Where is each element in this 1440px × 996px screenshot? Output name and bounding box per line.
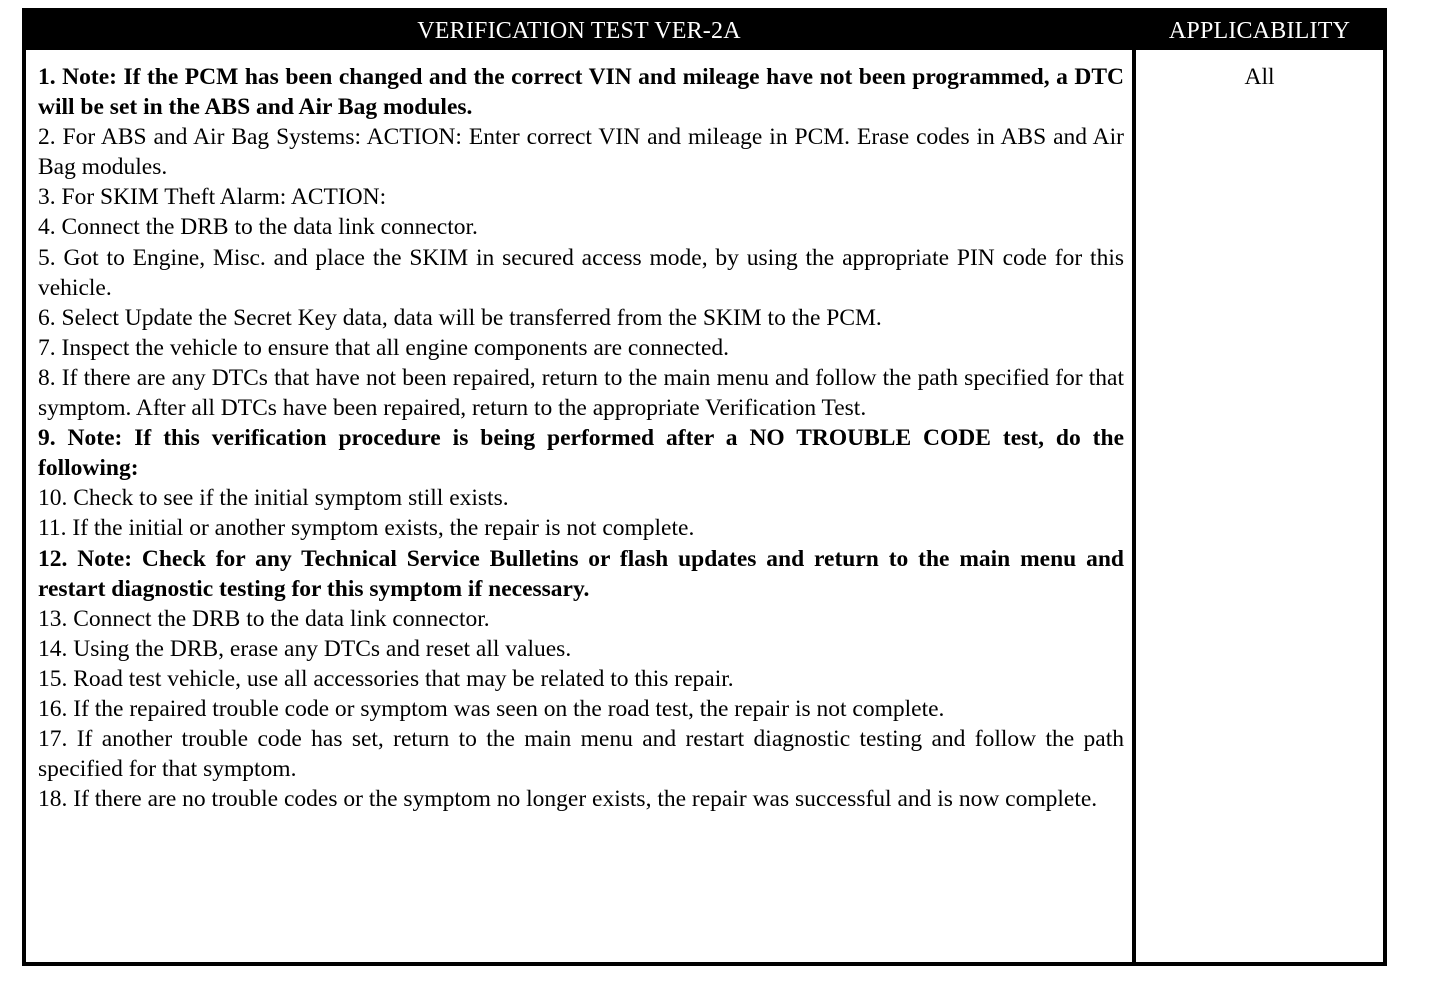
column-divider	[1132, 50, 1136, 962]
verification-test-table	[22, 8, 1387, 966]
procedure-step: 8. If there are any DTCs that have not been repaired, return to the main menu and follow the path specified for that symptom. After all DTCs have been repaired, return to the appropriate Verification Test.	[38, 364, 1124, 422]
procedure-step: 17. If another trouble code has set, return to the main menu and restart diagnostic testing and follow the path specified for that symptom.	[38, 726, 1124, 783]
procedure-step: 16. If the repaired trouble code or symptom was seen on the road test, the repair is not complete.	[38, 695, 945, 722]
note-step: 1. Note: If the PCM has been changed and the correct VIN and mileage have not been programmed, a DTC will be set in the ABS and Air Bag modules.	[38, 64, 1124, 121]
procedure-step: 13. Connect the DRB to the data link connector.	[38, 605, 490, 632]
applicability-header: APPLICABILITY	[1168, 18, 1351, 44]
procedure-step: 15. Road test vehicle, use all accessories that may be related to this repair.	[38, 665, 734, 692]
procedure-step: 5. Got to Engine, Misc. and place the SKIM in secured access mode, by using the appropriate PIN code for this vehicle.	[38, 244, 1124, 301]
procedure-step: 10. Check to see if the initial symptom still exists.	[38, 485, 509, 512]
procedure-step: 11. If the initial or another symptom exists, the repair is not complete.	[38, 515, 695, 542]
applicability-value: All	[1244, 64, 1275, 90]
procedure-step: 4. Connect the DRB to the data link connector.	[38, 214, 478, 241]
note-step: 12. Note: Check for any Technical Service Bulletins or flash updates and return to the main menu and restart diagnostic testing for this symptom if necessary.	[38, 545, 1124, 602]
procedure-step: 3. For SKIM Theft Alarm: ACTION:	[38, 184, 387, 211]
table-title: VERIFICATION TEST VER-2A	[417, 18, 741, 44]
procedure-step: 14. Using the DRB, erase any DTCs and reset all values.	[38, 635, 572, 662]
table-header	[26, 12, 1383, 50]
procedure-step: 18. If there are no trouble codes or the symptom no longer exists, the repair was successful and is now complete.	[38, 786, 1098, 813]
procedure-step: 2. For ABS and Air Bag Systems: ACTION: Enter correct VIN and mileage in PCM. Erase codes in ABS and Air Bag modules.	[38, 124, 1124, 181]
procedure-steps	[38, 62, 1124, 814]
procedure-step: 6. Select Update the Secret Key data, data will be transferred from the SKIM to the PCM.	[38, 304, 882, 331]
note-step: 9. Note: If this verification procedure is being performed after a NO TROUBLE CODE test, do the following:	[38, 425, 1124, 482]
procedure-step: 7. Inspect the vehicle to ensure that all engine components are connected.	[38, 334, 730, 361]
